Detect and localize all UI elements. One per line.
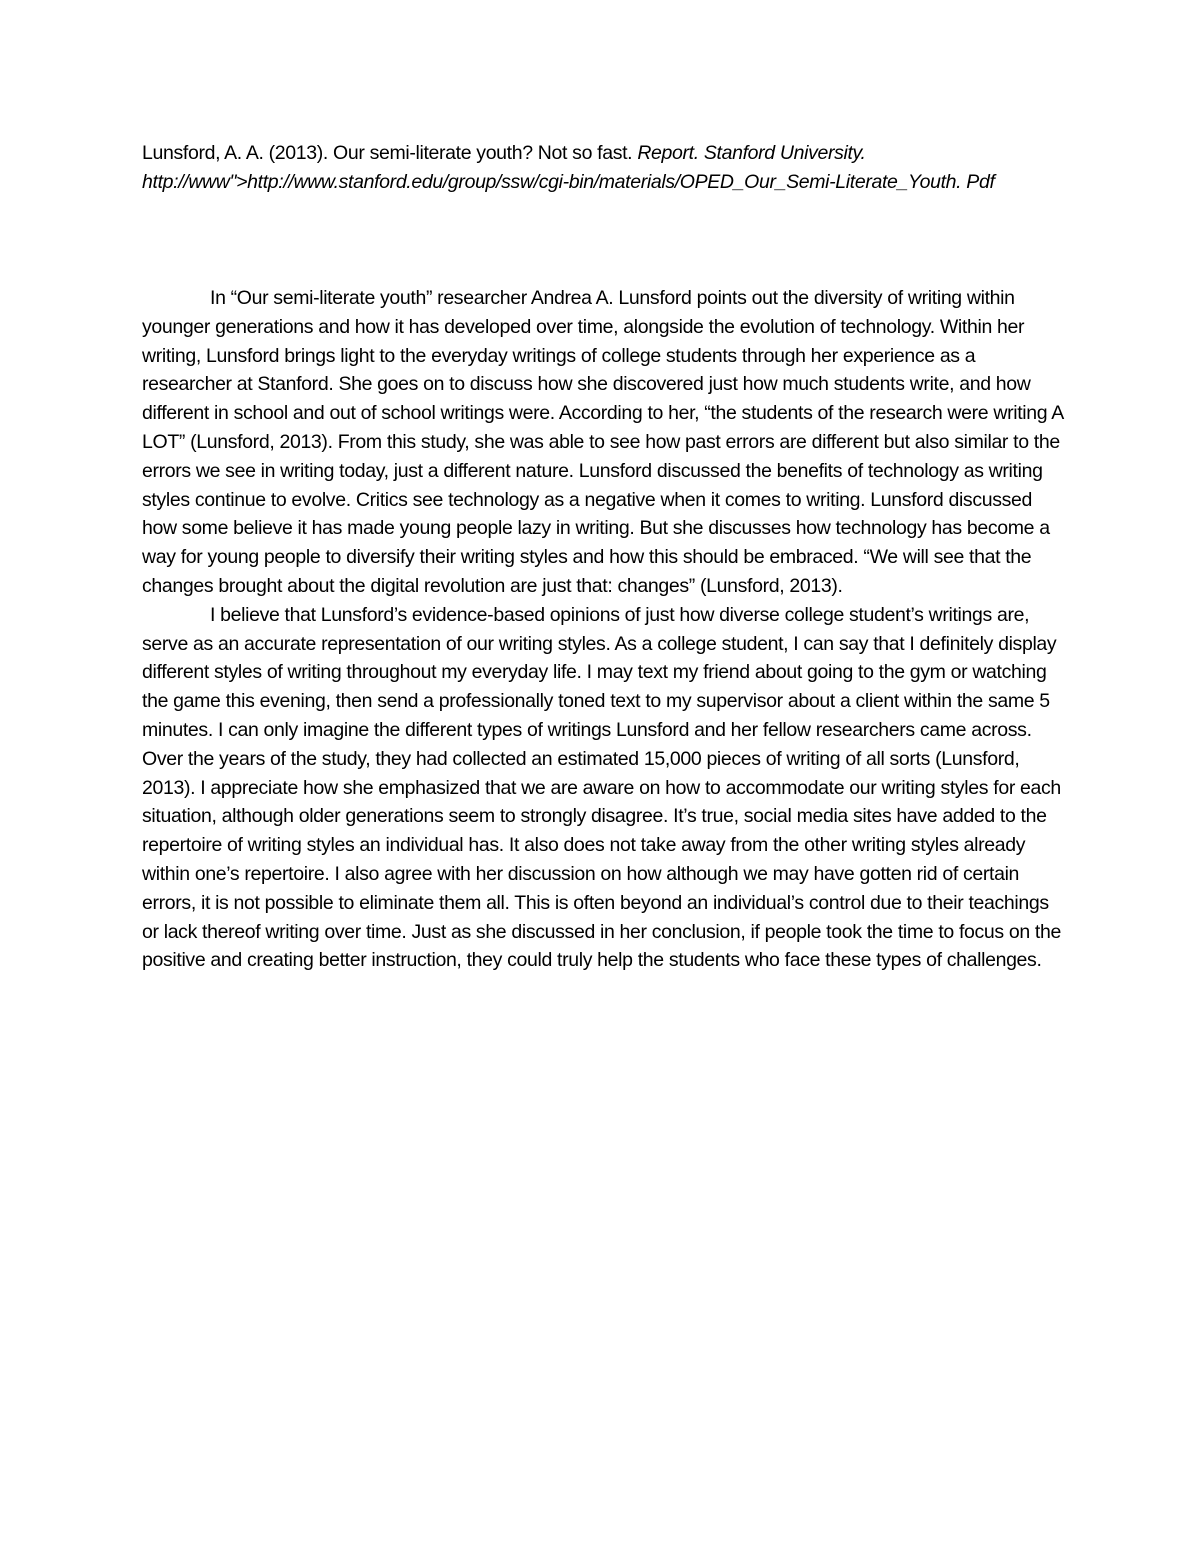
citation-reference — [142, 139, 1064, 197]
essay-body — [142, 284, 1064, 975]
paragraph-2: I believe that Lunsford’s evidence-based opinions of just how diverse college student’s writings are, serve as an accurate representation of our writing styles. As a college student, I can say that I definitely display different styles of writing throughout my everyday life. I may text my friend about going to the gym or watching the game this evening, then send a professionally toned text to my supervisor about a client within the same 5 minutes. I can only imagine the different types of writings Lunsford and her fellow researchers came across. Over the years of the study, they had collected an estimated 15,000 pieces of writing of all sorts (Lunsford, 2013). I appreciate how she emphasized that we are aware on how to accommodate our writing styles for each situation, although older generations seem to strongly disagree. It’s true, social media sites have added to the repertoire of writing styles an individual has. It also does not take away from the other writing styles already within one’s repertoire. I also agree with her discussion on how although we may have gotten rid of certain errors, it is not possible to eliminate them all. This is often beyond an individual’s control due to their teachings or lack thereof writing over time. Just as she discussed in her conclusion, if people took the time to focus on the positive and creating better instruction, they could truly help the students who face these types of challenges. — [142, 603, 1061, 972]
paragraph-1: In “Our semi-literate youth” researcher Andrea A. Lunsford points out the diversity of writing within younger generations and how it has developed over time, alongside the evolution of technology. Within her writing, Lunsford brings light to the everyday writings of college students through her experience as a researcher at Stanford. She goes on to discuss how she discovered just how much students write, and how different in school and out of school writings were. According to her, “the students of the research were writing A LOT” (Lunsford, 2013). From this study, she was able to see how past errors are different but also similar to the errors we see in writing today, just a different nature. Lunsford discussed the benefits of technology as writing styles continue to evolve. Critics see technology as a negative when it comes to writing. Lunsford discussed how some believe it has made young people lazy in writing. But she discusses how technology has become a way for young people to diversify their writing styles and how this should be embraced. “We will see that the changes brought about the digital revolution are just that: changes” (Lunsford, 2013). — [142, 287, 1063, 597]
citation-italic-text: Report. Stanford University. http://www">http://www.stanford.edu/group/ssw/cgi-bin/materials/OPED_Our_Semi-Literate_Youth. Pdf — [142, 142, 995, 193]
citation-plain-text: Lunsford, A. A. (2013). Our semi-literate youth? Not so fast. — [142, 142, 638, 164]
